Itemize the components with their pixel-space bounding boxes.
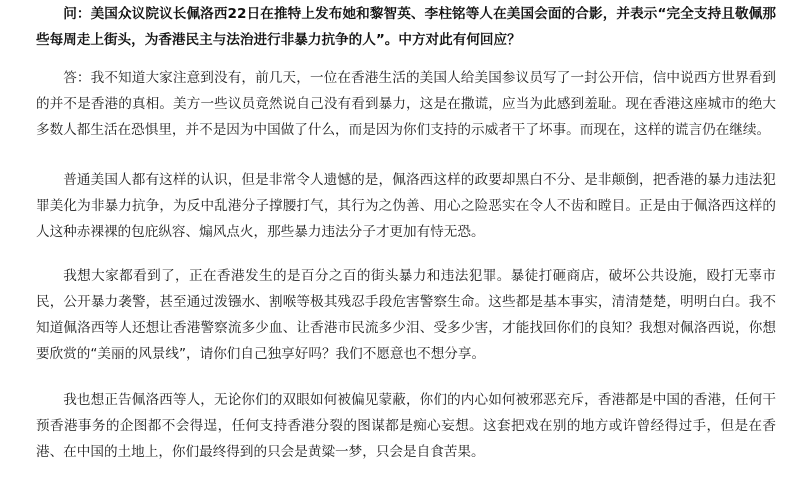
- question-paragraph: 问：美国众议院议长佩洛西22日在推特上发布她和黎智英、李柱铭等人在美国会面的合影，并表示“完全支持且敬佩那些每周走上街头，为香港民主与法治进行非暴力抗争的人”。中方对此有何回应？: [36, 6, 776, 48]
- answer-paragraph-3: 我想大家都看到了，正在香港发生的是百分之百的街头暴力和违法犯罪。暴徒打砸商店，破坏公共设施，殴打无辜市民，公开暴力袭警，甚至通过泼镪水、割喉等极其残忍手段危害警察生命。这些都是基本事实，清清楚楚，明明白白。我不知道佩洛西等人还想让香港警察流多少血、让香港市民流多少泪、受多少害，才能找回你们的良知？我想对佩洛西说，你想要欣赏的“美丽的风景线”，请你们自己独享好吗？我们不愿意也不想分享。: [36, 268, 776, 362]
- answer-paragraph-4: 我也想正告佩洛西等人，无论你们的双眼如何被偏见蒙蔽，你们的内心如何被邪恶充斥，香港都是中国的香港，任何干预香港事务的企图都不会得逞，任何支持香港分裂的图谋都是痴心妄想。这套把戏在别的地方或许曾经得过手，但是在香港、在中国的土地上，你们最终得到的只会是黄粱一梦，只会是自食苦果。: [36, 392, 776, 460]
- document-body: [36, 1, 776, 465]
- answer-paragraph-2: 普通美国人都有这样的认识，但是非常令人遗憾的是，佩洛西这样的政要却黑白不分、是非颠倒，把香港的暴力违法犯罪美化为非暴力抗争，为反中乱港分子撑腰打气，其行为之伪善、用心之险恶实在令人不齿和瞠目。正是由于佩洛西这样的人这种赤裸裸的包庇纵容、煽风点火，那些暴力违法分子才更加有恃无恐。: [36, 172, 776, 240]
- answer-paragraph-1: 答：我不知道大家注意到没有，前几天，一位在香港生活的美国人给美国参议员写了一封公开信，信中说西方世界看到的并不是香港的真相。美方一些议员竟然说自己没有看到暴力，这是在撒谎，应当为此感到羞耻。现在香港这座城市的绝大多数人都生活在恐惧里，并不是因为中国做了什么，而是因为你们支持的示威者干了坏事。而现在，这样的谎言仍在继续。: [36, 70, 776, 138]
